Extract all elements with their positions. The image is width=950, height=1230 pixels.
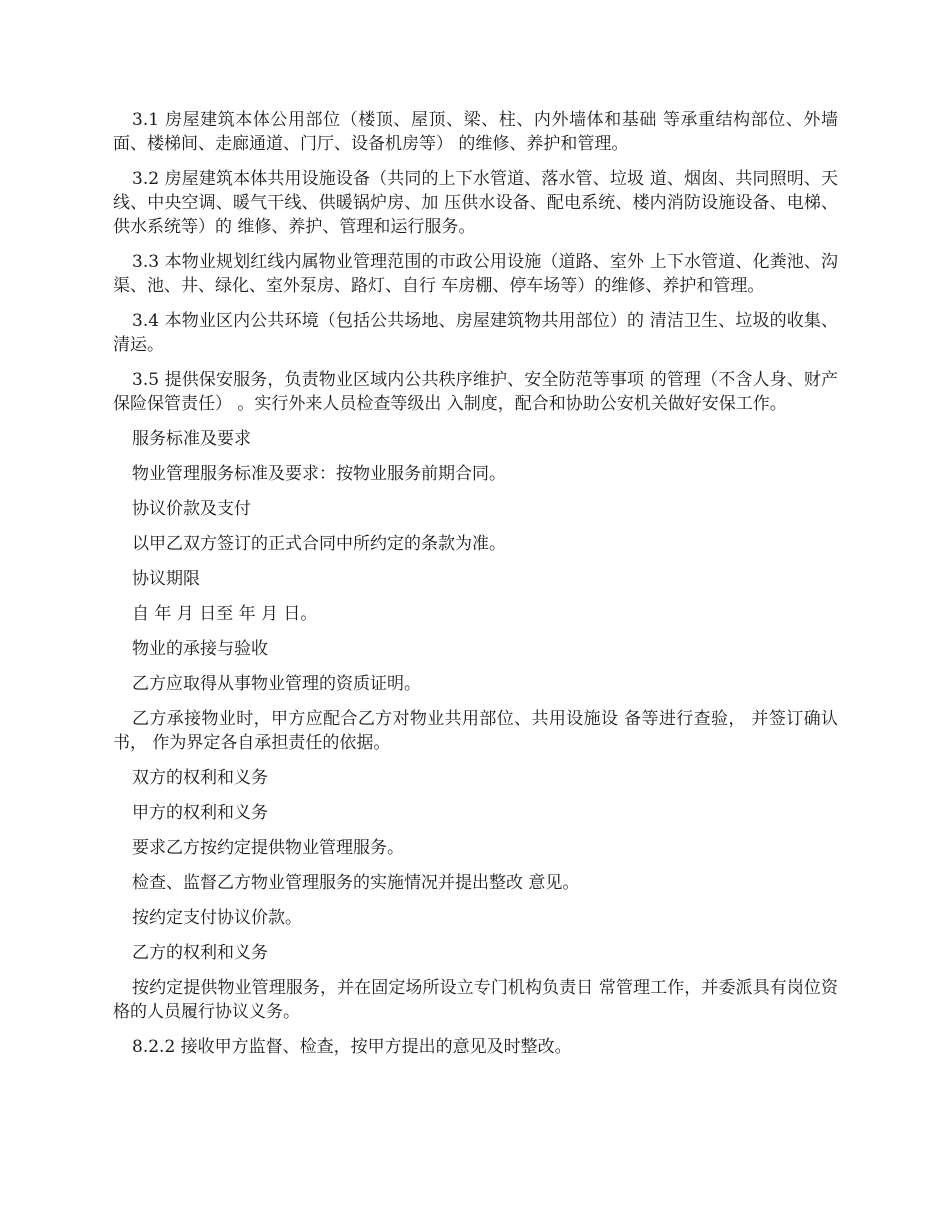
paragraph-price-payment: 以甲乙双方签订的正式合同中所约定的条款为准。 bbox=[132, 534, 506, 554]
subheading-party-a: 甲方的权利和义务 bbox=[132, 803, 268, 823]
section-heading-service-standards: 服务标准及要求 bbox=[132, 429, 251, 449]
paragraph-party-a-3: 按约定支付协议价款。 bbox=[132, 908, 302, 928]
paragraph-3-5: 3.5 提供保安服务，负责物业区域内公共秩序维护、安全防范等事项 的管理（不含人身、财产保险保管责任） 。实行外来人员检查等级出 入制度，配合和协助公安机关做好安保工作。 bbox=[113, 370, 838, 414]
paragraph-qualification: 乙方应取得从事物业管理的资质证明。 bbox=[132, 674, 421, 694]
paragraph-3-1: 3.1 房屋建筑本体公用部位（楼顶、屋顶、梁、柱、内外墙体和基础 等承重结构部位、外墙面、楼梯间、走廊通道、门厅、设备机房等） 的维修、养护和管理。 bbox=[113, 110, 838, 154]
paragraph-party-a-2: 检查、监督乙方物业管理服务的实施情况并提出整改 意见。 bbox=[132, 873, 580, 893]
paragraph-party-a-1: 要求乙方按约定提供物业管理服务。 bbox=[132, 838, 404, 858]
paragraph-3-4: 3.4 本物业区内公共环境（包括公共场地、房屋建筑物共用部位）的 清洁卫生、垃圾的收集、清运。 bbox=[113, 311, 838, 355]
subheading-party-b: 乙方的权利和义务 bbox=[132, 943, 268, 963]
paragraph-8-2-2: 8.2.2 接收甲方监督、检查，按甲方提出的意见及时整改。 bbox=[132, 1037, 572, 1057]
paragraph-3-2: 3.2 房屋建筑本体共用设施设备（共同的上下水管道、落水管、垃圾 道、烟囱、共同照明、天线、中央空调、暖气干线、供暖锅炉房、加 压供水设备、配电系统、楼内消防设施设备、电梯、供水系统等）的 维修、养护、管理和运行服务。 bbox=[113, 169, 838, 237]
section-heading-term: 协议期限 bbox=[132, 569, 200, 589]
paragraph-party-b-1: 按约定提供物业管理服务，并在固定场所设立专门机构负责日 常管理工作，并委派具有岗位资格的人员履行协议义务。 bbox=[113, 978, 838, 1022]
section-heading-rights-obligations: 双方的权利和义务 bbox=[132, 768, 268, 788]
section-heading-handover: 物业的承接与验收 bbox=[132, 639, 268, 659]
paragraph-inspection: 乙方承接物业时，甲方应配合乙方对物业共用部位、共用设施设 备等进行查验， 并签订确认书， 作为界定各自承担责任的依据。 bbox=[113, 709, 838, 753]
paragraph-3-3: 3.3 本物业规划红线内属物业管理范围的市政公用设施（道路、室外 上下水管道、化粪池、沟渠、池、井、绿化、室外泵房、路灯、自行 车房棚、停车场等）的维修、养护和管理。 bbox=[113, 252, 838, 296]
paragraph-service-standards: 物业管理服务标准及要求：按物业服务前期合同。 bbox=[132, 464, 506, 484]
section-heading-price-payment: 协议价款及支付 bbox=[132, 499, 251, 519]
paragraph-term: 自 年 月 日至 年 月 日。 bbox=[132, 604, 318, 624]
